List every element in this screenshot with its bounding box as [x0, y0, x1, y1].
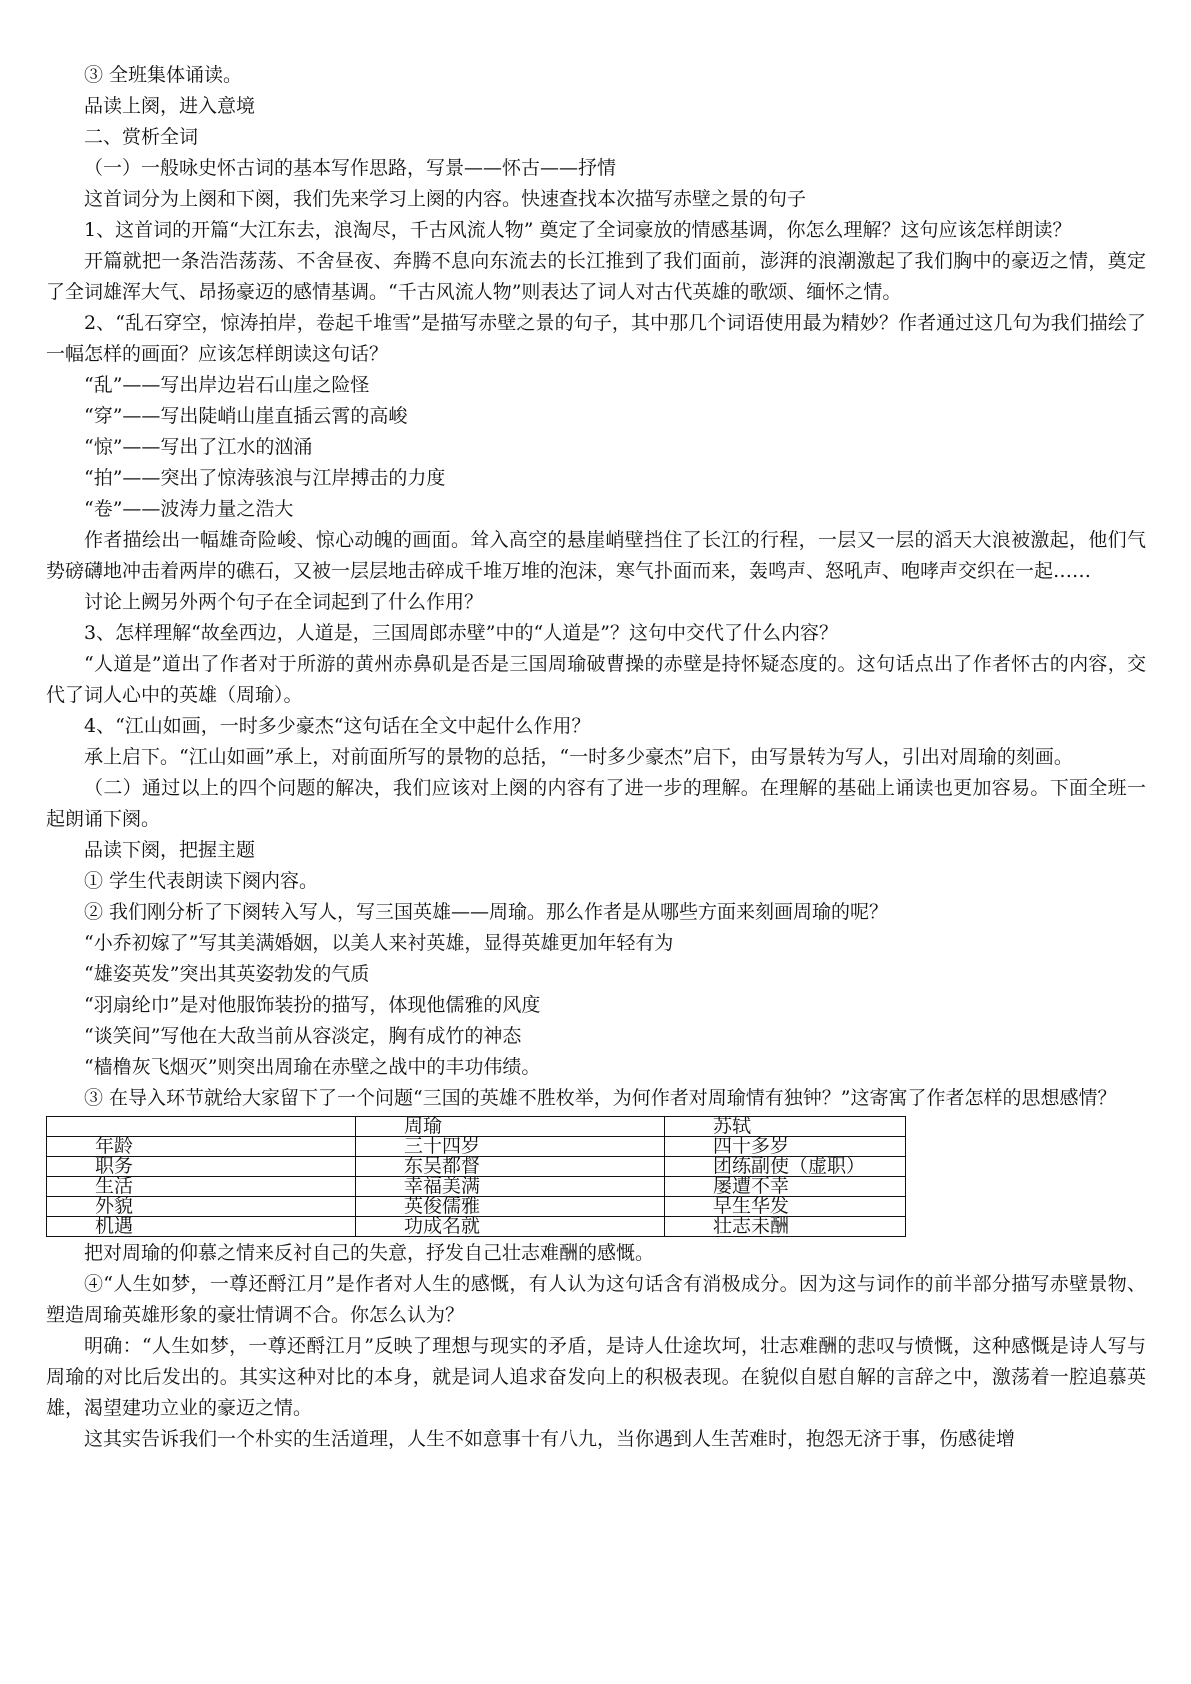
question-5: ④“人生如梦，一尊还酹江月”是作者对人生的感慨，有人认为这句话含有消极成分。因为这与词作的前半部分描写赤壁景物、塑造周瑜英雄形象的豪壮情调不合。你怎么认为？	[46, 1273, 1146, 1326]
paragraph: 这首词分为上阕和下阕，我们先来学习上阕的内容。快速查找本次描写赤壁之景的句子	[84, 188, 807, 210]
analysis-item: “羽扇纶巾”是对他服饰装扮的描写，体现他儒雅的风度	[84, 994, 541, 1016]
table-row	[47, 1217, 906, 1237]
question-2: 2、“乱石穿空，惊涛拍岸，卷起千堆雪”是描写赤壁之景的句子，其中那几个词语使用最为精妙？作者通过这几句为我们描绘了一幅怎样的画面？应该怎样朗读这句话？	[46, 312, 1146, 365]
word-analysis-item: “拍”——突出了惊涛骇浪与江岸搏击的力度	[84, 467, 446, 489]
table-row	[47, 1197, 906, 1217]
question-4: 4、“江山如画，一时多少豪杰“这句话在全文中起什么作用？	[84, 715, 591, 737]
paragraph: （二）通过以上的四个问题的解决，我们应该对上阕的内容有了进一步的理解。在理解的基础上诵读也更加容易。下面全班一起朗诵下阕。	[46, 777, 1146, 830]
table-cell: 团练副使（虚职）	[665, 1157, 906, 1177]
section-heading: 品读下阕，把握主题	[84, 839, 256, 861]
analysis-item: “小乔初嫁了”写其美满婚姻，以美人来衬英雄，显得英雄更加年轻有为	[84, 932, 674, 954]
table-cell: 功成名就	[356, 1217, 665, 1237]
paragraph: 讨论上阙另外两个句子在全词起到了什么作用？	[84, 591, 484, 613]
table-cell: 东吴都督	[356, 1157, 665, 1177]
word-analysis-item: “惊”——写出了江水的汹涌	[84, 436, 313, 458]
answer-1: 开篇就把一条浩浩荡荡、不舍昼夜、奔腾不息向东流去的长江推到了我们面前，澎湃的浪潮激起了我们胸中的豪迈之情，奠定了全词雄浑大气、昂扬豪迈的感情基调。“千古风流人物”则表达了词人对古代英雄的歌颂、缅怀之情。	[46, 250, 1146, 303]
table-row	[47, 1137, 906, 1157]
table-header-cell: 周瑜	[356, 1117, 665, 1137]
paragraph: ② 我们刚分析了下阕转入写人，写三国英雄——周瑜。那么作者是从哪些方面来刻画周瑜的呢？	[84, 901, 889, 923]
analysis-item: “雄姿英发”突出其英姿勃发的气质	[84, 963, 370, 985]
table-cell: 三十四岁	[356, 1137, 665, 1157]
table-row	[47, 1177, 906, 1197]
table-cell: 年龄	[47, 1137, 356, 1157]
paragraph: （一）一般咏史怀古词的基本写作思路，写景——怀古——抒情	[84, 157, 617, 179]
question-1: 1、这首词的开篇“大江东去，浪淘尽，千古风流人物” 奠定了全词豪放的情感基调，你怎么理解？这句应该怎样朗读？	[84, 219, 1072, 241]
table-cell: 生活	[47, 1177, 356, 1197]
document-page	[46, 60, 1146, 1455]
table-row	[47, 1157, 906, 1177]
table-cell: 英俊儒雅	[356, 1197, 665, 1217]
table-header-cell: 苏轼	[665, 1117, 906, 1137]
comparison-table	[46, 1116, 906, 1237]
answer-5: 明确：“人生如梦，一尊还酹江月”反映了理想与现实的矛盾，是诗人仕途坎坷，壮志难酬的悲叹与愤慨，这种感慨是诗人写与周瑜的对比后发出的。其实这种对比的本身，就是词人追求奋发向上的积极表现。在貌似自慰自解的言辞之中，激荡着一腔追慕英雄，渴望建功立业的豪迈之情。	[46, 1335, 1146, 1419]
word-analysis-item: “乱”——写出岸边岩石山崖之险怪	[84, 374, 370, 396]
analysis-item: “谈笑间”写他在大敌当前从容淡定，胸有成竹的神态	[84, 1025, 522, 1047]
word-analysis-item: “卷”——波涛力量之浩大	[84, 498, 294, 520]
section-heading: 二、赏析全词	[84, 126, 199, 148]
table-cell: 幸福美满	[356, 1177, 665, 1197]
paragraph: 这其实告诉我们一个朴实的生活道理，人生不如意事十有八九，当你遇到人生苦难时，抱怨无济于事，伤感徒增	[84, 1428, 1016, 1450]
table-cell: 屡遭不幸	[665, 1177, 906, 1197]
table-cell: 早生华发	[665, 1197, 906, 1217]
paragraph: ③ 在导入环节就给大家留下了一个问题“三国的英雄不胜枚举，为何作者对周瑜情有独钟？”这寄寓了作者怎样的思想感情？	[84, 1087, 1117, 1109]
table-cell: 外貌	[47, 1197, 356, 1217]
answer-3: “人道是”道出了作者对于所游的黄州赤鼻矶是否是三国周瑜破曹操的赤壁是持怀疑态度的。这句话点出了作者怀古的内容，交代了词人心中的英雄（周瑜）。	[46, 653, 1146, 706]
paragraph: ① 学生代表朗读下阕内容。	[84, 870, 319, 892]
table-header-cell	[47, 1117, 356, 1137]
analysis-item: “樯橹灰飞烟灭”则突出周瑜在赤壁之战中的丰功伟绩。	[84, 1056, 541, 1078]
paragraph: 把对周瑜的仰慕之情来反衬自己的失意，抒发自己壮志难酬的感慨。	[84, 1242, 655, 1264]
table-header-row	[47, 1117, 906, 1137]
answer-4: 承上启下。“江山如画”承上，对前面所写的景物的总括，“一时多少豪杰”启下，由写景转为写人，引出对周瑜的刻画。	[84, 746, 1073, 768]
table-cell: 壮志未酬	[665, 1217, 906, 1237]
table-cell: 机遇	[47, 1217, 356, 1237]
section-heading: 品读上阕，进入意境	[84, 95, 256, 117]
question-3: 3、怎样理解“故垒西边，人道是，三国周郎赤壁”中的“人道是”？这句中交代了什么内容？	[84, 622, 838, 644]
answer-2: 作者描绘出一幅雄奇险峻、惊心动魄的画面。耸入高空的悬崖峭壁挡住了长江的行程，一层又一层的滔天大浪被激起，他们气势磅礴地冲击着两岸的礁石，又被一层层地击碎成千堆万堆的泡沫，寒气扑面而来，轰鸣声、怒吼声、咆哮声交织在一起……	[46, 529, 1146, 582]
table-cell: 四十多岁	[665, 1137, 906, 1157]
table-cell: 职务	[47, 1157, 356, 1177]
word-analysis-item: “穿”——写出陡峭山崖直插云霄的高峻	[84, 405, 408, 427]
paragraph: ③ 全班集体诵读。	[84, 64, 243, 86]
